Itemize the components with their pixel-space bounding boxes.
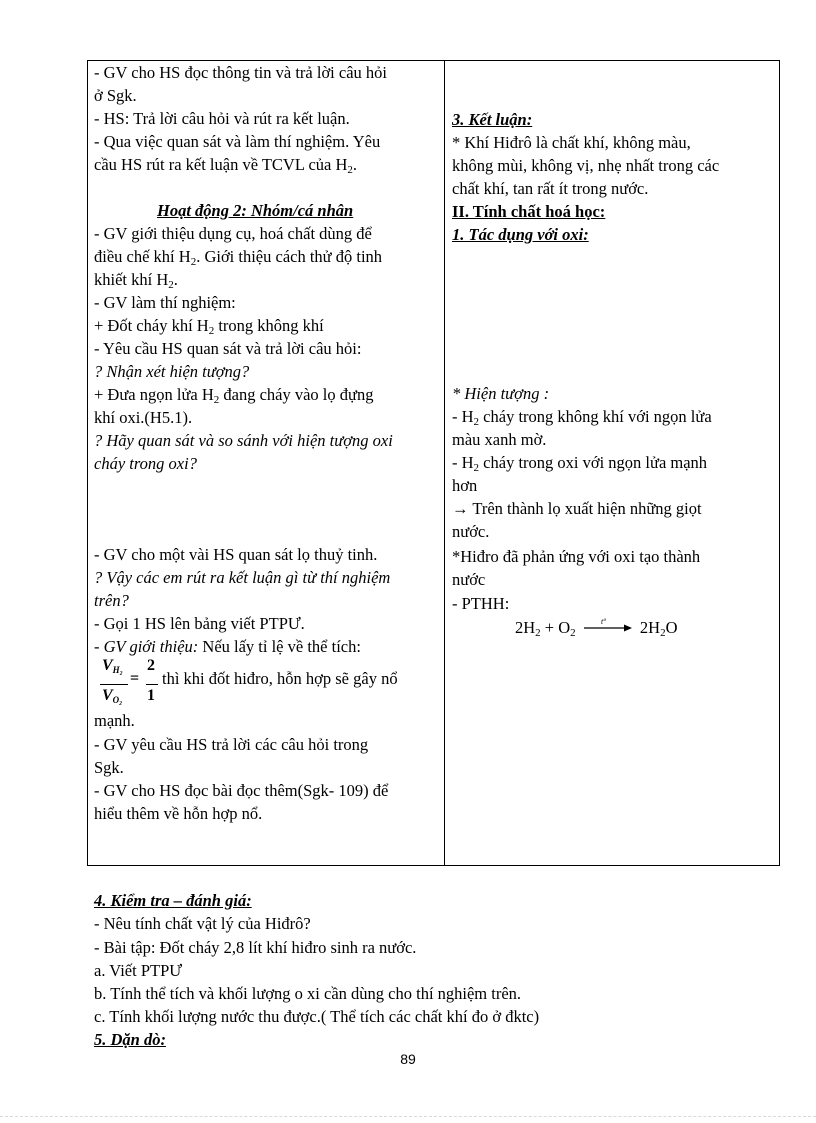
- text-line: nước.: [452, 522, 490, 541]
- text-line: ở Sgk.: [94, 86, 137, 105]
- text-line: - GV cho HS đọc bài đọc thêm(Sgk- 109) để: [94, 781, 389, 800]
- text-line: - GV giới thiệu: Nếu lấy tỉ lệ về thể tích:: [94, 637, 361, 656]
- text-line: c. Tính khối lượng nước thu được.( Thể tích các chất khí đo ở đktc): [94, 1007, 540, 1026]
- text-line: - GV giới thiệu dụng cụ, hoá chất dùng để: [94, 224, 372, 243]
- text-line: thì khi đốt hiđro, hỗn hợp sẽ gây nổ: [162, 669, 398, 688]
- text-line: a. Viết PTPƯ: [94, 961, 183, 980]
- text-line: - Bài tập: Đốt cháy 2,8 lít khí hiđro sinh ra nước.: [94, 938, 417, 957]
- question-line: ? Hãy quan sát và so sánh với hiện tượng oxi: [94, 431, 393, 450]
- text-line: nước: [452, 570, 486, 589]
- subsection-heading: 1. Tác dụng với oxi:: [452, 225, 589, 244]
- volume-ratio-fraction: $V_{H_2}$ $V_{O_2}$: [100, 657, 130, 713]
- text-line: → Trên thành lọ xuất hiện những giọt: [452, 499, 702, 518]
- text-line: - GV cho HS đọc thông tin và trả lời câu hỏi: [94, 63, 387, 82]
- equals-sign: =: [130, 670, 140, 687]
- assessment-heading: 4. Kiểm tra – đánh giá:: [94, 891, 252, 910]
- text-line: - PTHH:: [452, 594, 510, 613]
- text-line: - HS: Trả lời câu hỏi và rút ra kết luận.: [94, 109, 350, 128]
- table-column-divider: [444, 60, 445, 866]
- question-line: trên?: [94, 591, 129, 610]
- text-line: khí oxi.(H5.1).: [94, 408, 193, 427]
- text-line: - Nêu tính chất vật lý của Hiđrô?: [94, 914, 311, 933]
- conclusion-heading: 3. Kết luận:: [452, 110, 533, 129]
- text-line: - GV yêu cầu HS trả lời các câu hỏi trong: [94, 735, 369, 754]
- page-number: 89: [400, 1051, 416, 1067]
- question-line: ? Nhận xét hiện tượng?: [94, 362, 250, 381]
- homework-heading: 5. Dặn dò:: [94, 1030, 166, 1049]
- text-line: * Khí Hiđrô là chất khí, không màu,: [452, 133, 691, 152]
- page-edge: [0, 1116, 816, 1123]
- text-line: + Đưa ngọn lửa $H_2$ đang cháy vào lọ đựng: [94, 385, 374, 406]
- text-line: - GV cho một vài HS quan sát lọ thuỷ tinh.: [94, 545, 378, 564]
- text-line: + Đốt cháy khí $H_2$ trong không khí: [94, 316, 324, 337]
- text-line: cầu HS rút ra kết luận về TCVL của $H_2$.: [94, 155, 358, 176]
- section-heading: II. Tính chất hoá học:: [452, 202, 606, 221]
- text-line: mạnh.: [94, 711, 135, 730]
- text-line: - $H_2$ cháy trong oxi với ngọn lửa mạnh: [452, 453, 708, 474]
- question-line: ? Vậy các em rút ra kết luận gì từ thí nghiệm: [94, 568, 391, 587]
- question-line: cháy trong oxi?: [94, 454, 197, 473]
- text-line: - Yêu cầu HS quan sát và trả lời câu hỏi:: [94, 339, 362, 358]
- text-line: màu xanh mờ.: [452, 430, 547, 449]
- text-line: b. Tính thể tích và khối lượng o xi cần dùng cho thí nghiệm trên.: [94, 984, 522, 1003]
- text-line: hơn: [452, 476, 478, 495]
- chemical-equation: $2H_2 + O_2$ tº $2H_2O$: [515, 618, 678, 639]
- svg-text:tº: tº: [600, 618, 606, 627]
- activity-2-heading: Hoạt động 2: Nhóm/cá nhân: [157, 201, 354, 220]
- text-line: Sgk.: [94, 758, 124, 777]
- text-line: chất khí, tan rất ít trong nước.: [452, 179, 649, 198]
- reaction-arrow-icon: [584, 618, 632, 634]
- text-line: - GV làm thí nghiệm:: [94, 293, 236, 312]
- text-line: - $H_2$ cháy trong không khí với ngọn lửa: [452, 407, 712, 428]
- text-line: không mùi, không vị, nhẹ nhất trong các: [452, 156, 720, 175]
- text-line: điều chế khí $H_2$. Giới thiệu cách thử độ tinh: [94, 247, 383, 268]
- text-line: *Hiđro đã phản ứng với oxi tạo thành: [452, 547, 701, 566]
- text-line: hiểu thêm về hỗn hợp nổ.: [94, 804, 263, 823]
- text-line: - Gọi 1 HS lên bảng viết PTPƯ.: [94, 614, 305, 633]
- text-line: - Qua việc quan sát và làm thí nghiệm. Yêu: [94, 132, 381, 151]
- text-line: khiết khí $H_2$.: [94, 270, 178, 291]
- phenomenon-label: * Hiện tượng :: [452, 384, 550, 403]
